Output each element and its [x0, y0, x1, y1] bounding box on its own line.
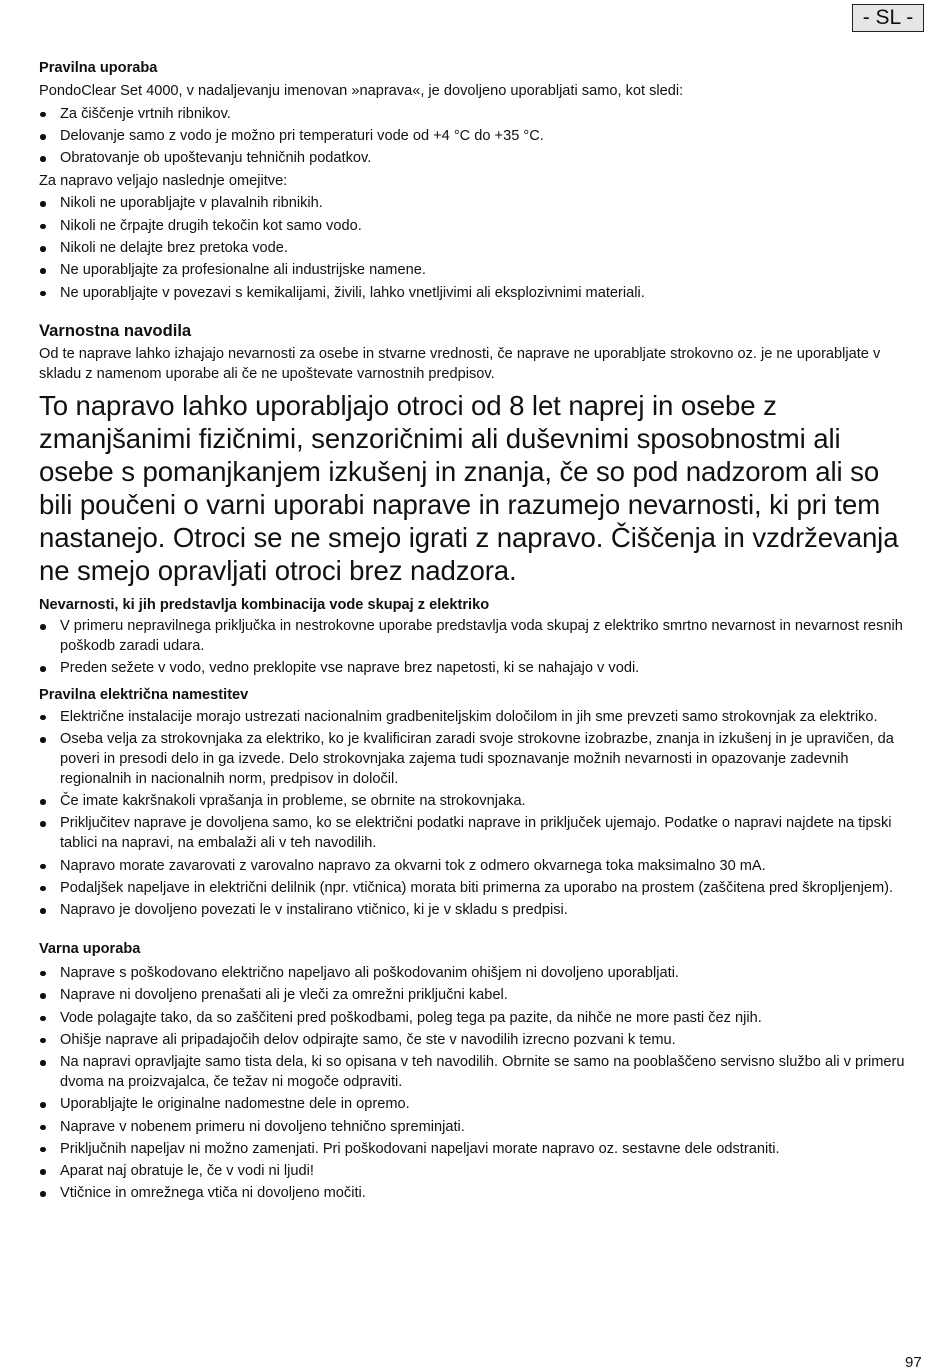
list-item: Delovanje samo z vodo je možno pri temperaturi vode od +4 °C do +35 °C. [39, 127, 919, 147]
bullet-list [39, 617, 919, 679]
list-item: Električne instalacije morajo ustrezati nacionalnim gradbeniteljskim določilom in jih sme prevzeti samo strokovnjak za elektriko. [39, 708, 919, 728]
list-item: Nikoli ne delajte brez pretoka vode. [39, 239, 919, 259]
list-item: Naprave ni dovoljeno prenašati ali je vleči za omrežni priključni kabel. [39, 986, 919, 1006]
bullet-list [39, 105, 919, 169]
list-item: Ne uporabljajte za profesionalne ali industrijske namene. [39, 261, 919, 281]
language-badge: - SL - [852, 4, 924, 32]
page-number: 97 [905, 1354, 922, 1371]
paragraph: PondoClear Set 4000, v nadaljevanju imenovan »naprava«, je dovoljeno uporabljati samo, kot sledi: [39, 83, 684, 99]
section-title: Pravilna uporaba [39, 60, 158, 76]
list-item: Naprave v nobenem primeru ni dovoljeno tehnično spreminjati. [39, 1118, 919, 1138]
list-item: Napravo morate zavarovati z varovalno napravo za okvarni tok z odmero okvarnega toka maksimalno 30 mA. [39, 857, 919, 877]
list-item: Ne uporabljajte v povezavi s kemikalijami, živili, lahko vnetljivimi ali eksplozivnimi materiali. [39, 284, 919, 304]
section-title: Nevarnosti, ki jih predstavlja kombinacija vode skupaj z elektriko [39, 597, 490, 614]
list-item: Napravo je dovoljeno povezati le v instalirano vtičnico, ki je v skladu s predpisi. [39, 901, 919, 921]
list-item: Aparat naj obratuje le, če v vodi ni ljudi! [39, 1162, 919, 1182]
list-item: Podaljšek napeljave in električni delilnik (npr. vtičnica) morata biti primerna za uporabo na prostem (zaščitena pred škropljenjem). [39, 879, 919, 899]
section-title: Varna uporaba [39, 940, 141, 957]
bullet-list [39, 708, 919, 921]
list-item: Na napravi opravljajte samo tista dela, ki so opisana v teh navodilih. Obrnite se samo na pooblaščeno servisno službo ali v primeru dvoma na proizvajalca, če težav ni mogoče odpraviti. [39, 1053, 919, 1093]
section-title: Varnostna navodila [39, 321, 192, 341]
list-item: Če imate kakršnakoli vprašanja in probleme, se obrnite na strokovnjaka. [39, 792, 919, 812]
list-item: Preden sežete v vodo, vedno preklopite vse naprave brez napetosti, ki se nahajajo v vodi. [39, 659, 919, 679]
document-body [39, 58, 919, 1207]
bullet-list [39, 964, 919, 1204]
list-item: Vode polagajte tako, da so zaščiteni pred poškodbami, poleg tega pa pazite, da nihče ne more pasti čez njih. [39, 1009, 919, 1029]
list-item: Ohišje naprave ali pripadajočih delov odpirajte samo, če ste v navodilih izrecno pozvani k temu. [39, 1031, 919, 1051]
list-item: Vtičnice in omrežnega vtiča ni dovoljeno močiti. [39, 1184, 919, 1204]
list-item: Nikoli ne uporabljajte v plavalnih ribnikih. [39, 194, 919, 214]
section-safe-use [39, 939, 919, 1204]
list-item: Oseba velja za strokovnjaka za elektriko, ko je kvalificiran zaradi svoje strokovne izobrazbe, znanja in izkušenj in je upravičen, da poveri in presodi delo in ga izvede. Delo strokovnjaka zajema tudi spoznavanje možnih nevarnosti in opazovanje zadevnih regionalnih in nacionalnih norm, predpisov in določil. [39, 730, 919, 789]
bullet-list [39, 194, 919, 303]
section-electrical-installation [39, 685, 919, 921]
list-item: Obratovanje ob upoštevanju tehničnih podatkov. [39, 149, 919, 169]
notice-large: To napravo lahko uporabljajo otroci od 8 let naprej in osebe z zmanjšanimi fizičnimi, senzoričnimi ali duševnimi sposobnostmi ali osebe s pomanjkanjem izkušenj in znanja, če so pod nadzorom ali so bili poučeni o varni uporabi naprave in razumejo nevarnosti, ki pri tem nastanejo. Otroci se ne smejo igrati z napravo. Čiščenja in vzdrževanja ne smejo opravljati otroci brez nadzora. [39, 390, 899, 587]
list-item: Naprave s poškodovano električno napeljavo ali poškodovanim ohišjem ni dovoljeno uporabljati. [39, 964, 919, 984]
list-item: Nikoli ne črpajte drugih tekočin kot samo vodo. [39, 217, 919, 237]
list-item: Priključitev naprave je dovoljena samo, ko se električni podatki naprave in priključek ujemajo. Podatke o napravi najdete na tipski tablici na napravi, na embalaži ali v teh navodilih. [39, 814, 919, 854]
list-item: Priključnih napeljav ni možno zamenjati. Pri poškodovani napeljavi morate napravo oz. sestavne dele odstraniti. [39, 1140, 919, 1160]
paragraph: Za napravo veljajo naslednje omejitve: [39, 172, 288, 189]
section-title: Pravilna električna namestitev [39, 686, 249, 703]
paragraph: Od te naprave lahko izhajajo nevarnosti za osebe in stvarne vrednosti, če naprave ne uporabljate strokovno oz. je ne uporabljate v skladu z namenom uporabe ali če ne upoštevate varnostnih predpisov. [39, 346, 881, 383]
list-item: Za čiščenje vrtnih ribnikov. [39, 105, 919, 125]
section-water-electricity [39, 595, 919, 679]
list-item: Uporabljajte le originalne nadomestne dele in opremo. [39, 1095, 919, 1115]
section-intended-use [39, 58, 919, 303]
list-item: V primeru nepravilnega priključka in nestrokovne uporabe predstavlja voda skupaj z elektriko smrtno nevarnost in nevarnost resnih poškodb zaradi udara. [39, 617, 919, 657]
section-safety [39, 320, 919, 587]
